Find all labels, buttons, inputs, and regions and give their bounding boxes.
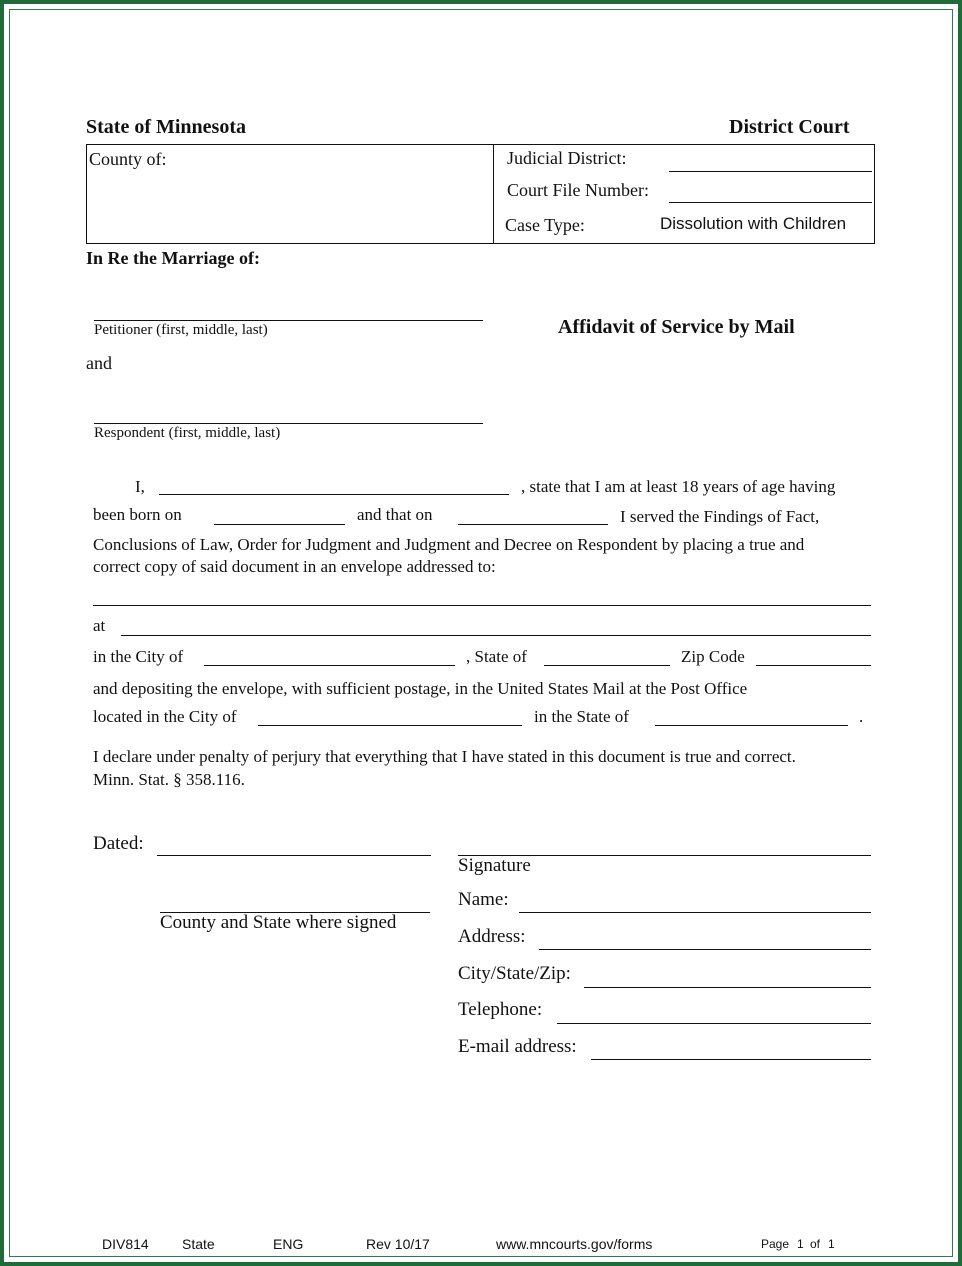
email-label: E-mail address: (458, 1036, 577, 1057)
respondent-line[interactable] (94, 423, 483, 424)
judicial-district-line[interactable] (669, 171, 872, 172)
post-office-city-line[interactable] (258, 725, 522, 726)
zip-code-text: Zip Code (681, 647, 745, 666)
footer-form-id: DIV814 (102, 1236, 149, 1252)
born-on-text: been born on (93, 505, 182, 524)
dated-label: Dated: (93, 833, 144, 854)
case-type-value: Dissolution with Children (660, 214, 847, 233)
sentence-period: . (859, 707, 864, 726)
recipient-state-line[interactable] (544, 665, 670, 666)
and-label: and (86, 353, 112, 373)
birth-date-line[interactable] (214, 524, 345, 525)
footer-page-total: 1 (828, 1237, 835, 1251)
name-label: Name: (458, 889, 509, 910)
located-city-text: located in the City of (93, 707, 237, 726)
name-line[interactable] (519, 912, 871, 913)
city-state-zip-label: City/State/Zip: (458, 963, 571, 984)
county-label: County of: (89, 149, 167, 169)
email-line[interactable] (591, 1059, 871, 1060)
dated-line[interactable] (157, 855, 431, 856)
and-that-on-text: and that on (357, 505, 433, 524)
court-file-number-line[interactable] (669, 202, 872, 203)
declaration-text: I declare under penalty of perjury that everything that I have stated in this document is true and correct. (93, 747, 796, 766)
address-label: Address: (458, 926, 526, 947)
footer-jurisdiction: State (182, 1236, 215, 1252)
telephone-line[interactable] (557, 1023, 871, 1024)
at-label: at (93, 616, 106, 635)
judicial-district-label: Judicial District: (507, 148, 627, 168)
signature-label: Signature (458, 855, 531, 876)
recipient-zip-line[interactable] (756, 665, 871, 666)
respondent-label: Respondent (first, middle, last) (94, 425, 281, 441)
in-state-of-text: in the State of (534, 707, 629, 726)
address-line[interactable] (539, 949, 871, 950)
footer-url[interactable]: www.mncourts.gov/forms (496, 1236, 653, 1252)
footer-page-label: Page (761, 1237, 790, 1251)
court-file-number-label: Court File Number: (507, 180, 649, 200)
post-office-state-line[interactable] (655, 725, 848, 726)
caption-divider (493, 144, 494, 244)
body-line-4: correct copy of said document in an envelope addressed to: (93, 557, 496, 576)
footer-language: ENG (273, 1236, 304, 1252)
footer-of-label: of (810, 1237, 821, 1251)
footer-page-num: 1 (797, 1237, 804, 1251)
depositing-text: and depositing the envelope, with sufficient postage, in the United States Mail at the Post Office (93, 679, 748, 698)
body-line-3: Conclusions of Law, Order for Judgment and Judgment and Decree on Respondent by placing a true and (93, 535, 805, 554)
form-title: Affidavit of Service by Mail (558, 316, 795, 338)
recipient-name-line[interactable] (93, 605, 871, 606)
county-state-label: County and State where signed (160, 912, 397, 933)
state-heading: State of Minnesota (86, 116, 246, 138)
statute-text: Minn. Stat. § 358.116. (93, 770, 245, 789)
state-age-text: , state that I am at least 18 years of age having (521, 477, 836, 496)
case-type-label: Case Type: (505, 215, 585, 235)
state-of-text: , State of (466, 647, 527, 666)
telephone-label: Telephone: (458, 999, 543, 1020)
recipient-address-line[interactable] (121, 635, 871, 636)
footer-revision: Rev 10/17 (366, 1236, 430, 1252)
petitioner-label: Petitioner (first, middle, last) (94, 322, 268, 338)
petitioner-line[interactable] (94, 320, 483, 321)
court-heading: District Court (729, 116, 850, 138)
in-city-of-text: in the City of (93, 647, 184, 666)
served-text: I served the Findings of Fact, (620, 507, 820, 526)
in-re-marriage-label: In Re the Marriage of: (86, 248, 260, 268)
city-state-zip-line[interactable] (584, 987, 871, 988)
affiant-name-line[interactable] (159, 494, 509, 495)
service-date-line[interactable] (458, 524, 608, 525)
recipient-city-line[interactable] (204, 665, 455, 666)
affiant-i: I, (135, 477, 145, 496)
